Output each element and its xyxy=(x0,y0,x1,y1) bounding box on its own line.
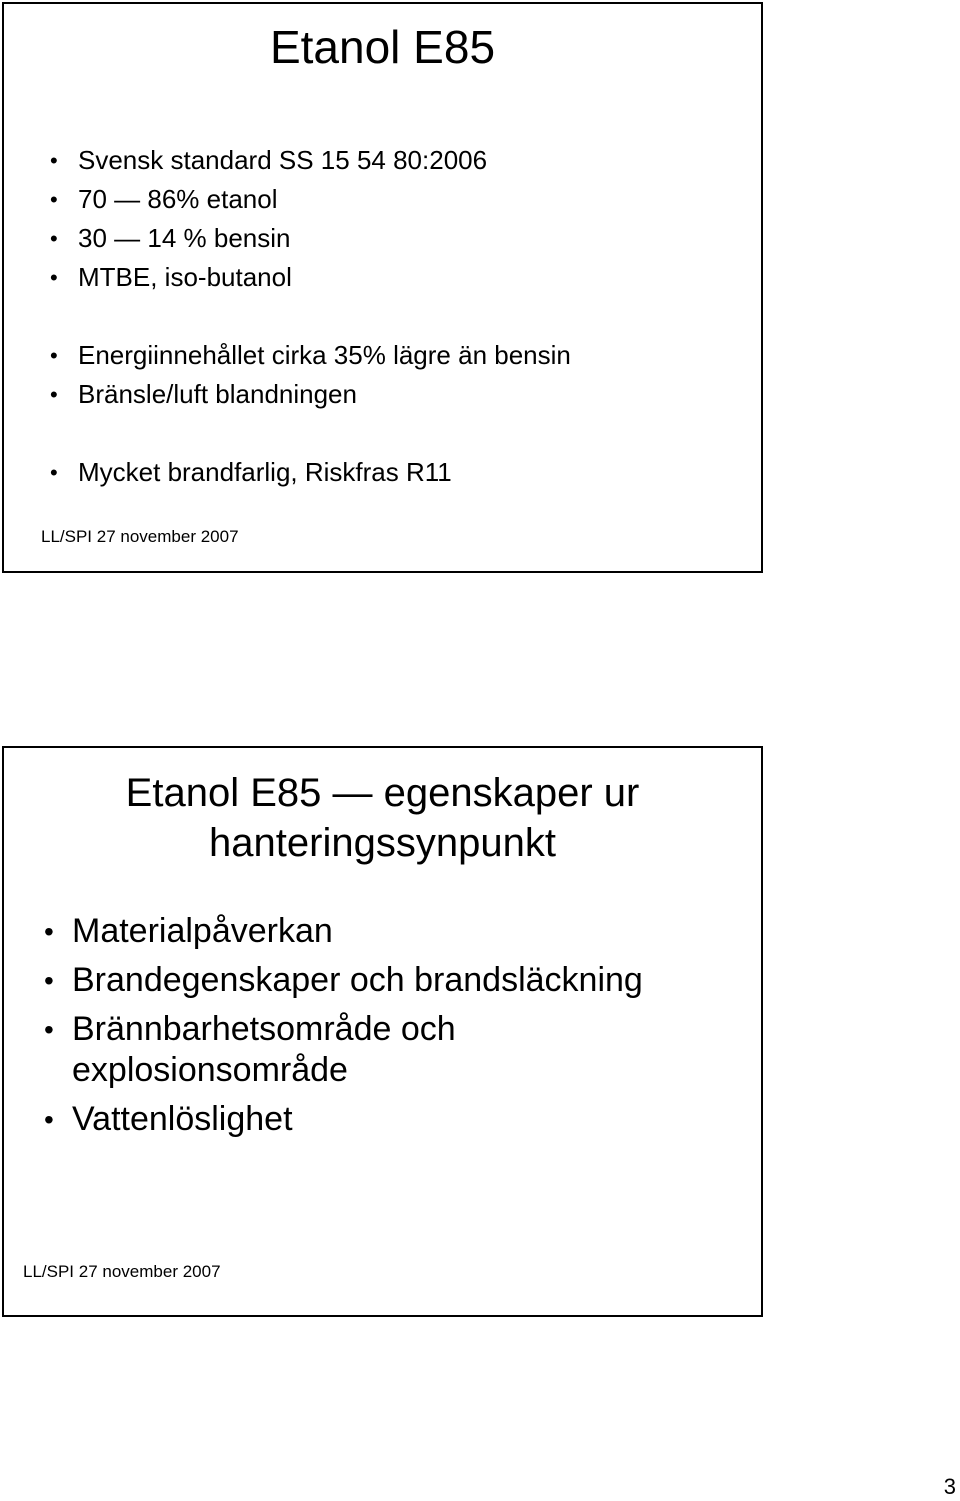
bullet-item: • Brännbarhetsområde och explosionsområde xyxy=(44,1009,643,1091)
slide-1-title: Etanol E85 xyxy=(269,21,496,73)
slide-2-title-text: Etanol E85 — egenskaper ur hanteringssynpunkt xyxy=(125,771,640,865)
slide-1 xyxy=(2,2,763,573)
bullet-item: • MTBE, iso-butanol xyxy=(50,258,571,297)
slide-2-footer: LL/SPI 27 november 2007 xyxy=(23,1262,221,1281)
slide-2-bullet-list xyxy=(44,911,643,1148)
bullet-item: • Vattenlöslighet xyxy=(44,1099,643,1140)
bullet-item: • Brandegenskaper och brandsläckning xyxy=(44,960,643,1001)
bullet-item: • Mycket brandfarlig, Riskfras R11 xyxy=(50,453,571,492)
slide-2-title xyxy=(4,768,761,868)
bullet-item: • Energiinnehållet cirka 35% lägre än bensin xyxy=(50,336,571,375)
bullet-item: • Materialpåverkan xyxy=(44,911,643,952)
bullet-item: • Bränsle/luft blandningen xyxy=(50,375,571,414)
slide-2 xyxy=(2,746,763,1317)
slide-1-footer: LL/SPI 27 november 2007 xyxy=(41,527,239,546)
slide-1-bullet-list xyxy=(50,141,571,492)
bullet-item: • Svensk standard SS 15 54 80:2006 xyxy=(50,141,571,180)
bullet-item: • 30 — 14 % bensin xyxy=(50,219,571,258)
page-number: 3 xyxy=(943,1474,956,1499)
bullet-item: • 70 — 86% etanol xyxy=(50,180,571,219)
